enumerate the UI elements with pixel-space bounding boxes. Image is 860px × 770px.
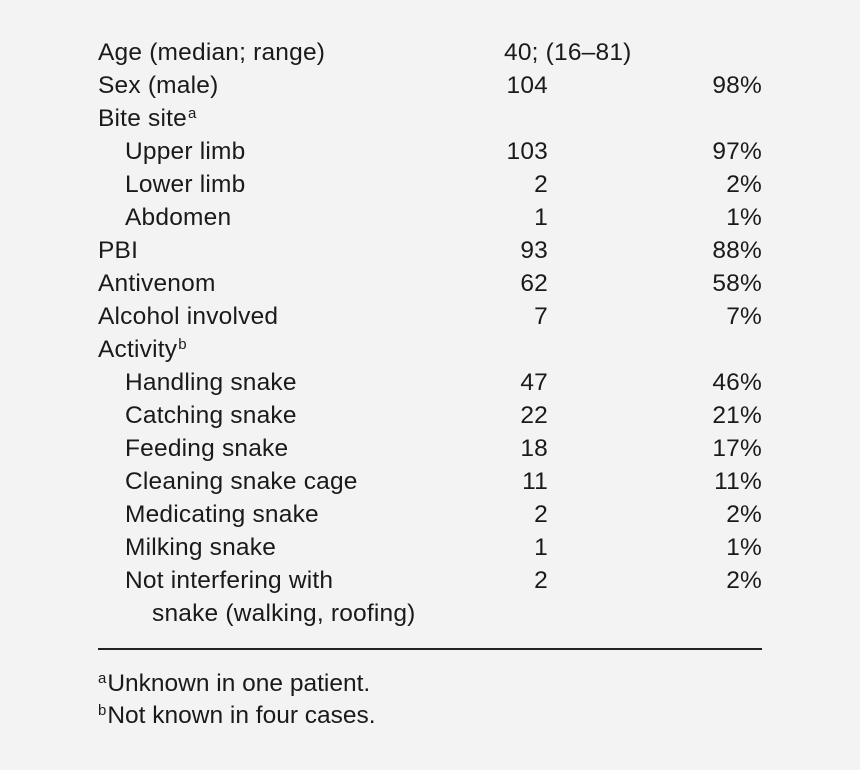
row-percent: 46% xyxy=(712,369,762,396)
table-row-handling xyxy=(98,366,762,399)
row-percent: 1% xyxy=(726,534,762,561)
row-percent: 58% xyxy=(712,270,762,297)
data-table xyxy=(98,36,762,630)
row-count: 22 xyxy=(520,402,548,429)
row-percent: 97% xyxy=(712,138,762,165)
row-percent: 21% xyxy=(712,402,762,429)
row-label xyxy=(98,333,187,366)
row-count: 7 xyxy=(534,303,548,330)
row-label xyxy=(98,102,197,135)
row-count: 18 xyxy=(520,435,548,462)
table-row-feeding xyxy=(98,432,762,465)
table-row-abdomen xyxy=(98,201,762,234)
row-label: Lower limb xyxy=(125,171,246,198)
table-row-not-interfering-cont xyxy=(98,597,762,630)
row-percent: 98% xyxy=(712,72,762,99)
row-count: 1 xyxy=(534,204,548,231)
row-count: 1 xyxy=(534,534,548,561)
row-label-text: Activity xyxy=(98,336,178,363)
row-label: Not interfering with xyxy=(125,567,334,594)
table-row-bite-site xyxy=(98,102,762,135)
row-percent: 11% xyxy=(714,468,762,495)
row-percent: 17% xyxy=(712,435,762,462)
table-divider xyxy=(98,648,762,650)
table-row-cleaning xyxy=(98,465,762,498)
row-label: Upper limb xyxy=(125,138,246,165)
row-percent: 1% xyxy=(726,204,762,231)
table-row-milking xyxy=(98,531,762,564)
table-row-sex xyxy=(98,69,762,102)
table-row-alcohol xyxy=(98,300,762,333)
table-row-upper-limb xyxy=(98,135,762,168)
row-percent: 88% xyxy=(712,237,762,264)
table-row-lower-limb xyxy=(98,168,762,201)
row-label: PBI xyxy=(98,237,139,264)
row-label: Cleaning snake cage xyxy=(125,468,358,495)
row-count: 2 xyxy=(534,171,548,198)
row-count: 2 xyxy=(534,501,548,528)
row-count: 47 xyxy=(520,369,548,396)
row-count: 11 xyxy=(522,468,548,495)
row-label: Medicating snake xyxy=(125,501,319,528)
row-label: Milking snake xyxy=(125,534,277,561)
table-row-activity xyxy=(98,333,762,366)
row-percent: 2% xyxy=(726,171,762,198)
row-label: Alcohol involved xyxy=(98,303,279,330)
row-label: snake (walking, roofing) xyxy=(152,600,416,627)
table-row-age xyxy=(98,36,762,69)
row-count: 103 xyxy=(506,138,548,165)
row-label: Age (median; range) xyxy=(98,39,326,66)
row-count: 93 xyxy=(520,237,548,264)
table-row-not-interfering xyxy=(98,564,762,597)
footnote-marker: a xyxy=(98,670,107,687)
row-percent: 2% xyxy=(726,501,762,528)
footnote-b xyxy=(98,700,376,732)
table-row-antivenom xyxy=(98,267,762,300)
row-label: Sex (male) xyxy=(98,72,219,99)
row-count: 62 xyxy=(520,270,548,297)
row-label: Handling snake xyxy=(125,369,297,396)
footnote-marker: b xyxy=(98,702,107,719)
row-count: 2 xyxy=(534,567,548,594)
row-percent: 2% xyxy=(726,567,762,594)
row-count: 104 xyxy=(506,72,548,99)
row-label: Feeding snake xyxy=(125,435,289,462)
footnote-text: Not known in four cases. xyxy=(107,702,376,729)
footnote-marker: b xyxy=(178,336,187,353)
row-label-text: Bite site xyxy=(98,105,187,132)
footnote-marker: a xyxy=(187,105,197,122)
row-count: 40; (16–81) xyxy=(504,39,632,66)
row-label: Catching snake xyxy=(125,402,297,429)
row-percent: 7% xyxy=(726,303,762,330)
table-row-pbi xyxy=(98,234,762,267)
footnote-text: Unknown in one patient. xyxy=(107,670,371,697)
row-label: Abdomen xyxy=(125,204,232,231)
row-label: Antivenom xyxy=(98,270,216,297)
footnote-a xyxy=(98,668,370,700)
table-row-catching xyxy=(98,399,762,432)
table-row-medicating xyxy=(98,498,762,531)
